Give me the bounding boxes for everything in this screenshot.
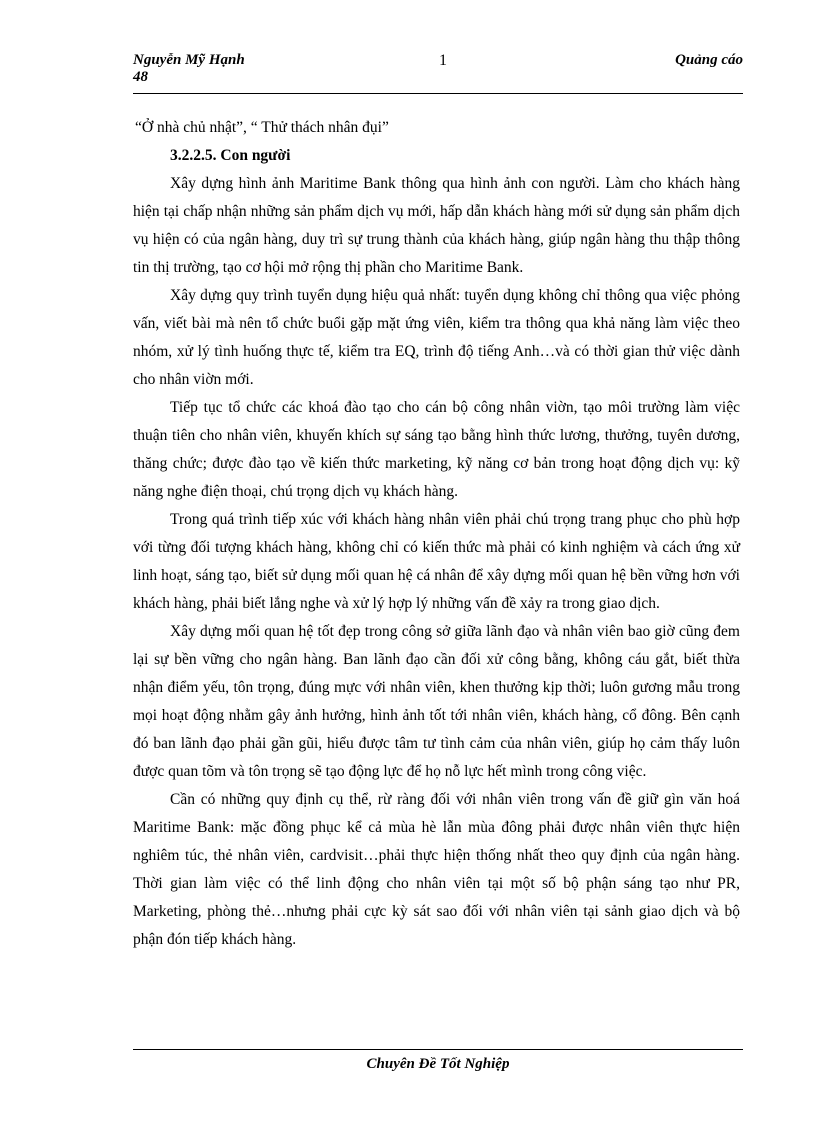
header-topic: Quảng cáo <box>675 52 743 68</box>
section-heading: 3.2.2.5. Con người <box>170 147 291 164</box>
page-footer: Chuyên Đề Tốt Nghiệp <box>366 1056 510 1072</box>
document-body <box>133 114 740 954</box>
author-class-number: 48 <box>133 69 148 85</box>
page-number: 1 <box>439 52 447 69</box>
footer-divider <box>133 1049 743 1050</box>
header-divider <box>133 93 743 94</box>
body-paragraph-6: Cần có những quy định cụ thể, rừ ràng đối với nhân viên trong vấn đề giữ gìn văn hoá Maritime Bank: mặc đồng phục kể cả mùa hè lẫn mùa đông phải được nhân viên thực hiện nghiêm túc, thẻ nhân viên, cardvisit…phải thực hiện thống nhất theo quy định của ngân hàng. Thời gian làm việc có thể linh động cho nhân viên tại một số bộ phận sáng tạo như PR, Marketing, phòng thẻ…nhưng phải cực kỳ sát sao đối với nhân viên tại sảnh giao dịch và bộ phận đón tiếp khách hàng. <box>133 791 740 948</box>
header-author <box>133 52 245 86</box>
body-paragraph-2: Xây dựng quy trình tuyển dụng hiệu quả nhất: tuyển dụng không chỉ thông qua việc phỏng vấn, viết bài mà nên tổ chức buổi gặp mặt ứng viên, kiểm tra thông qua khả năng làm việc theo nhóm, xử lý tình huống thực tế, kiểm tra EQ, trình độ tiếng Anh…và có thời gian thử việc dành cho nhân viờn mới. <box>133 287 740 388</box>
author-name: Nguyễn Mỹ Hạnh <box>133 52 245 68</box>
body-paragraph-3: Tiếp tục tổ chức các khoá đào tạo cho cán bộ công nhân viờn, tạo môi trường làm việc thuận tiên cho nhân viên, khuyến khích sự sáng tạo bằng hình thức lương, thưởng, tuyên dương, thăng chức; được đào tạo về kiến thức marketing, kỹ năng cơ bản trong hoạt động dịch vụ: kỹ năng nghe điện thoại, chú trọng dịch vụ khách hàng. <box>133 399 740 500</box>
body-paragraph-1: Xây dựng hình ảnh Maritime Bank thông qua hình ảnh con người. Làm cho khách hàng hiện tại chấp nhận những sản phẩm dịch vụ mới, hấp dẫn khách hàng mới sử dụng sản phẩm dịch vụ hiện có của ngân hàng, duy trì sự trung thành của khách hàng, giúp ngân hàng thu thập thông tin thị trường, tạo cơ hội mở rộng thị phần cho Maritime Bank. <box>133 175 740 276</box>
intro-line: “Ở nhà chủ nhật”, “ Thử thách nhân đụi” <box>135 119 389 136</box>
page-header <box>133 52 743 92</box>
body-paragraph-4: Trong quá trình tiếp xúc với khách hàng nhân viên phải chú trọng trang phục cho phù hợp với từng đối tượng khách hàng, không chỉ có kiến thức mà phải có kinh nghiệm và cách ứng xử linh hoạt, sáng tạo, biết sử dụng mối quan hệ cá nhân để xây dựng mối quan hệ bền vững hơn với khách hàng, phải biết lắng nghe và xử lý hợp lý những vấn đề xảy ra trong giao dịch. <box>133 511 740 612</box>
body-paragraph-5: Xây dựng mối quan hệ tốt đẹp trong công sở giữa lãnh đạo và nhân viên bao giờ cũng đem lại sự bền vững cho ngân hàng. Ban lãnh đạo cần đối xử công bằng, không cáu gắt, biết thừa nhận điểm yếu, tôn trọng, đúng mực với nhân viên, khen thưởng kịp thời; luôn gương mẫu trong mọi hoạt động nhằm gây ảnh hưởng, hình ảnh tốt tới nhân viên, khách hàng, cổ đông. Bên cạnh đó ban lãnh đạo phải gần gũi, hiểu được tâm tư tình cảm của nhân viên, giúp họ cảm thấy luôn được quan tõm và tôn trọng sẽ tạo động lực để họ nỗ lực hết mình trong công việc. <box>133 623 740 780</box>
